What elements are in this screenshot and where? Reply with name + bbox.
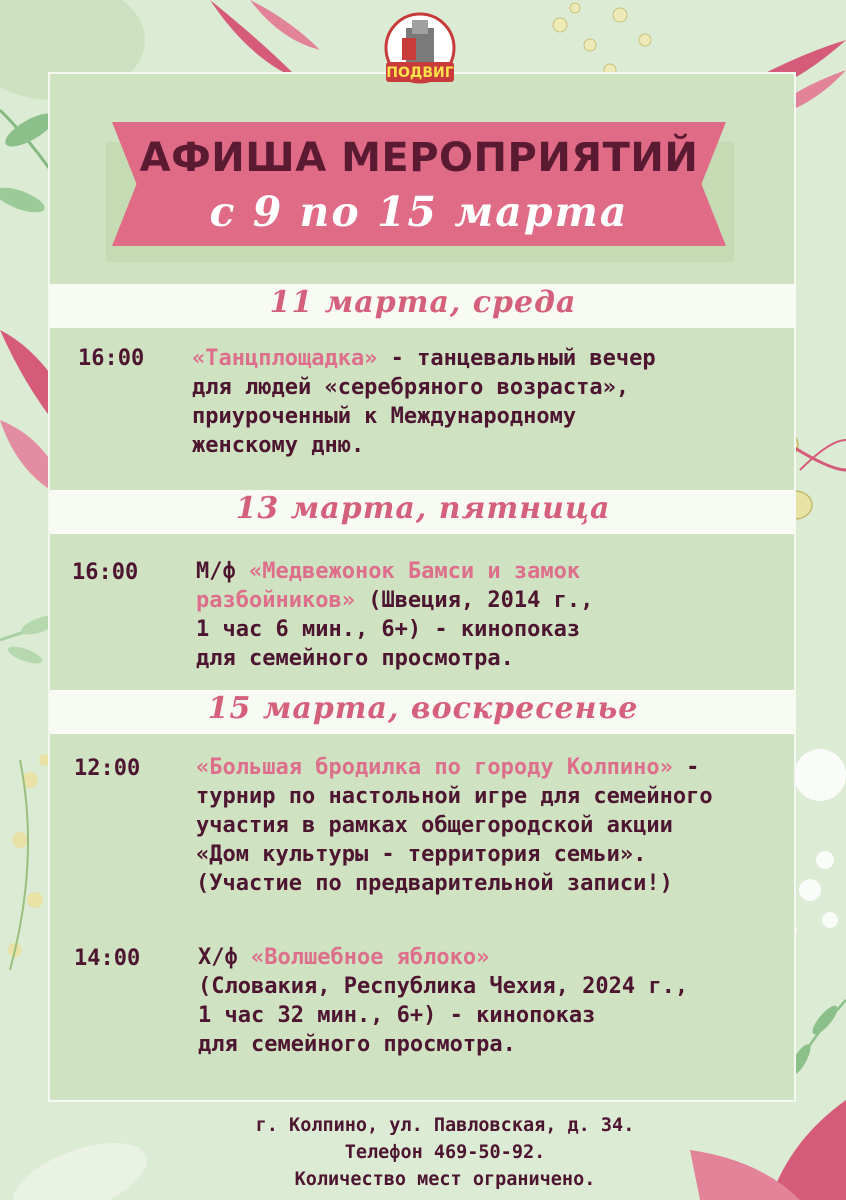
footer-note: Количество мест ограничено. [294, 1169, 596, 1190]
footer-phone: Телефон 469-50-92. [344, 1142, 546, 1163]
event-title: «Танцплощадка» [192, 346, 378, 371]
event-text: турнир по настольной игре для семейного [196, 784, 713, 809]
day-label: 15 марта, воскресенье [207, 691, 639, 726]
event-time: 14:00 [74, 946, 141, 971]
event-text: для людей «серебряного возраста», [192, 375, 630, 400]
event-text: - танцевальный вечер [377, 346, 656, 371]
event-title: «Большая бродилка по городу Колпино» [196, 755, 673, 780]
event-title: «Медвежонок Бамси и замок [248, 559, 581, 584]
footer-address: г. Колпино, ул. Павловская, д. 34. [255, 1115, 635, 1136]
event-description [192, 344, 656, 460]
event-text: - [672, 755, 700, 780]
event-text: (Словакия, Республика Чехия, 2024 г., [198, 974, 689, 999]
event-text: 1 час 6 мин., 6+) - кинопоказ [196, 617, 581, 642]
event-text: для семейного просмотра. [198, 1032, 516, 1057]
event-text: для семейного просмотра. [196, 646, 514, 671]
event-description [196, 753, 713, 898]
event-title: разбойников» [196, 588, 355, 613]
event-text: приуроченный к Международному [192, 404, 577, 429]
event-title: «Волшебное яблоко» [250, 945, 490, 970]
logo-brand-text: ПОДВИГ [386, 65, 454, 81]
event-text: участия в рамках общегородской акции [196, 813, 673, 838]
event-type: Х/ф [198, 945, 251, 970]
event-time: 12:00 [74, 756, 141, 781]
event-time: 16:00 [72, 560, 139, 585]
event-text: женскому дню. [192, 433, 365, 458]
event-type: М/ф [196, 559, 249, 584]
event-text: 1 час 32 мин., 6+) - кинопоказ [198, 1003, 596, 1028]
day-label: 13 марта, пятница [235, 491, 611, 526]
day-label: 11 марта, среда [269, 285, 577, 320]
event-text: (Швеция, 2014 г., [354, 588, 594, 613]
event-description [198, 943, 688, 1059]
event-text: (Участие по предварительной записи!) [196, 871, 673, 896]
page-title: АФИША МЕРОПРИЯТИЙ [139, 135, 699, 181]
event-time: 16:00 [78, 346, 145, 371]
event-text: «Дом культуры - территория семьи». [196, 842, 647, 867]
event-description [196, 557, 593, 673]
date-range: с 9 по 15 марта [209, 188, 629, 236]
podvig-logo [380, 10, 460, 94]
